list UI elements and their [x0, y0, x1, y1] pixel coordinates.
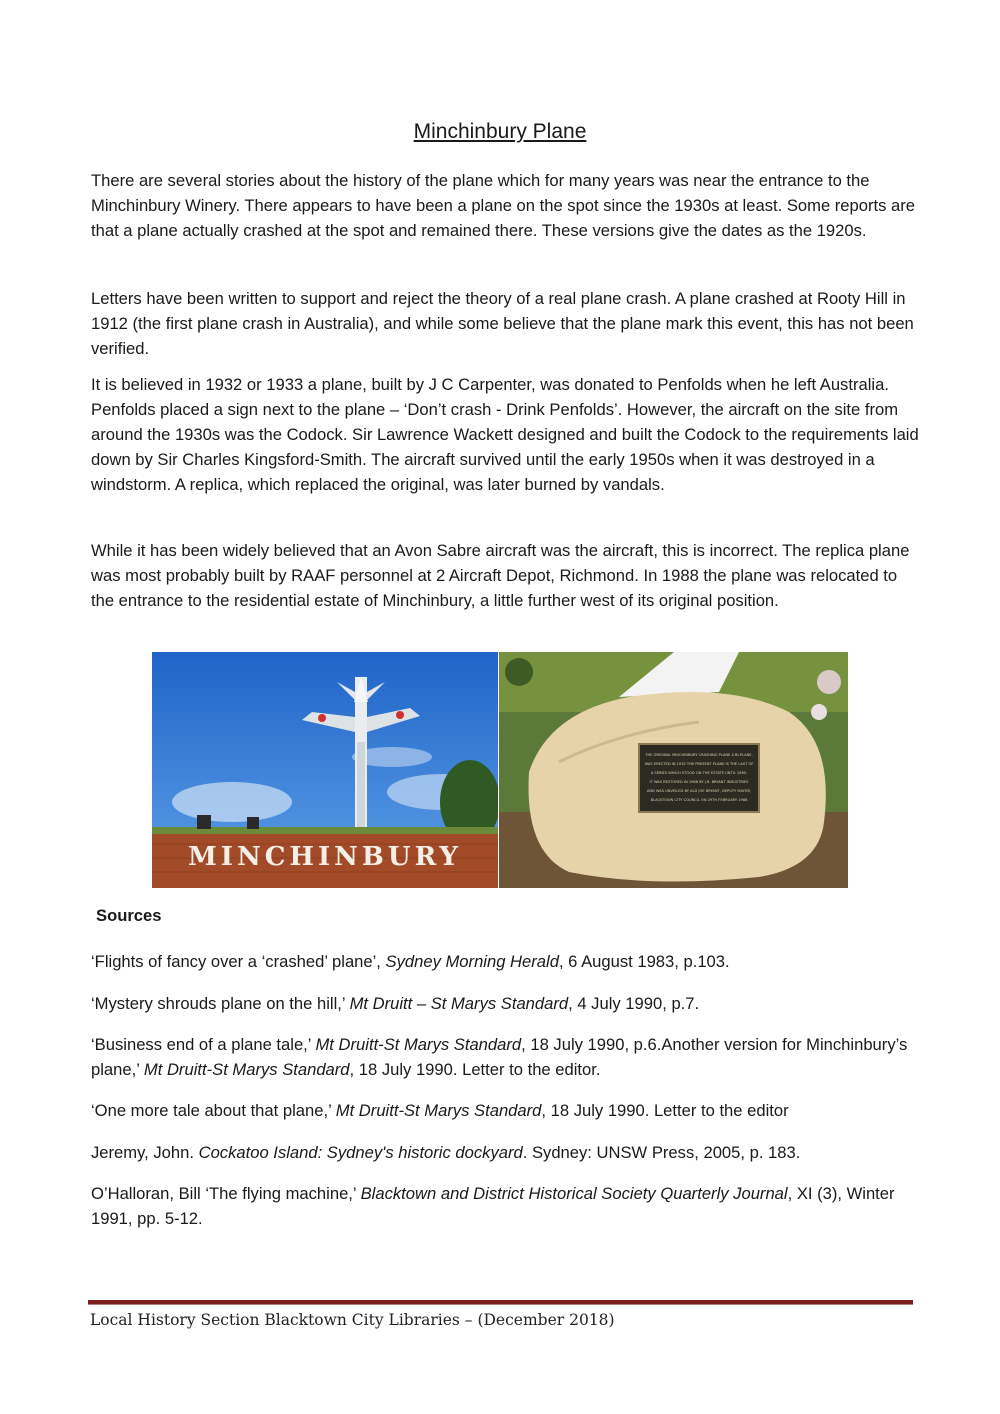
footer-text: Local History Section Blacktown City Libraries – (December 2018): [90, 1311, 615, 1329]
source-entry: ‘One more tale about that plane,’ Mt Druitt-St Marys Standard, 18 July 1990. Letter to the editor: [91, 1101, 789, 1120]
plaque-line-6: BLACKTOWN CITY COUNCIL ON 29TH FEBRUARY 1988: [650, 798, 748, 802]
plaque-line-4: IT WAS RESTORED IN 1988 BY J.R. BRYANT INDUSTRIES: [649, 780, 749, 784]
source-entry: O’Halloran, Bill ‘The flying machine,’ Blacktown and District Historical Society Quarterly Journal, XI (3), Winter 1991, pp. 5-12.: [91, 1184, 895, 1228]
plaque-line-5: AND WAS UNVEILED BY ALD JOE BRYANT, DEPUTY MAYOR,: [646, 789, 752, 793]
source-entry: ‘Flights of fancy over a ‘crashed’ plane’, Sydney Morning Herald, 6 August 1983, p.103.: [91, 952, 730, 971]
footer-divider: [88, 1300, 913, 1305]
plaque-line-3: A SERIES WHICH STOOD ON THE ESTATE UNTIL 1985.: [650, 771, 748, 775]
plaque-line-1: THE ORIGINAL MINCHINBURY CRASHING PLANE A BI-PLANE,: [645, 753, 753, 757]
minchinbury-sign-text: MINCHINBURY: [188, 842, 462, 872]
paragraph-3: It is believed in 1932 or 1933 a plane, built by J C Carpenter, was donated to Penfolds when he left Australia. Penfolds placed a sign next to the plane – ‘Don’t crash - Drink Penfolds’. However, the aircraft on the site from around the 1930s was the Codock. Sir Lawrence Wackett designed and built the Codock to the requirements laid down by Sir Charles Kingsford-Smith. The aircraft survived until the early 1950s when it was destroyed in a windstorm. A replica, which replaced the original, was later burned by vandals.: [91, 375, 919, 494]
plane-sign-photo: [152, 652, 498, 888]
source-entry: ‘Mystery shrouds plane on the hill,’ Mt Druitt – St Marys Standard, 4 July 1990, p.7.: [91, 994, 700, 1013]
plaque-line-2: WAS ERECTED IN 1932 THE PRESENT PLANE IS THE LAST OF: [644, 762, 754, 766]
sources-heading: Sources: [96, 906, 162, 925]
paragraph-1: There are several stories about the history of the plane which for many years was near the entrance to the Minchinbury Winery. There appears to have been a plane on the spot since the 1930s at least. Some reports are that a plane actually crashed at the spot and remained there. These versions give the dates as the 1920s.: [91, 171, 916, 240]
plaque-rock-photo: [499, 652, 848, 888]
source-entry: ‘Business end of a plane tale,’ Mt Druitt-St Marys Standard, 18 July 1990, p.6.Another version for Minchinbury’s plane,’ Mt Druitt-St Marys Standard, 18 July 1990. Letter to the editor.: [91, 1035, 908, 1079]
photos-row: [152, 652, 848, 888]
paragraph-4: While it has been widely believed that an Avon Sabre aircraft was the aircraft, this is incorrect. The replica plane was most probably built by RAAF personnel at 2 Aircraft Depot, Richmond. In 1988 the plane was relocated to the entrance to the residential estate of Minchinbury, a little further west of its original position.: [91, 541, 910, 610]
source-entry: Jeremy, John. Cockatoo Island: Sydney's historic dockyard. Sydney: UNSW Press, 2005, p. 183.: [91, 1143, 801, 1162]
page-title: Minchinbury Plane: [413, 120, 587, 143]
paragraph-2: Letters have been written to support and reject the theory of a real plane crash. A plane crashed at Rooty Hill in 1912 (the first plane crash in Australia), and while some believe that the plane mark this event, this has not been verified.: [91, 289, 914, 358]
